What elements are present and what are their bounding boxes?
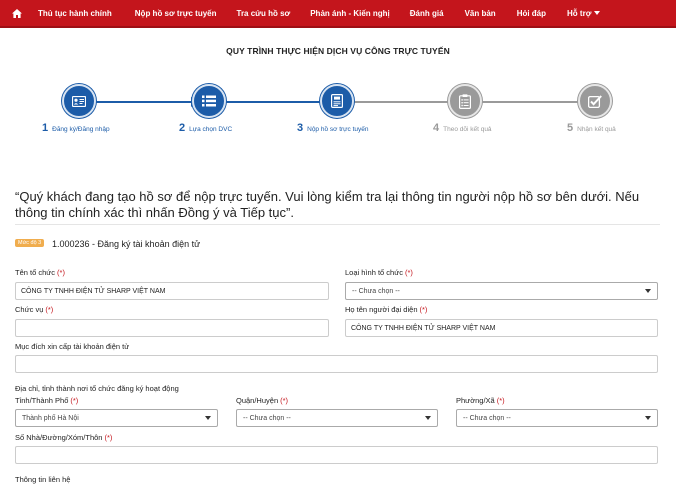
step-1-circle[interactable] [62, 84, 96, 118]
step-4-circle[interactable] [448, 84, 482, 118]
province-label [15, 396, 78, 405]
process-steps [0, 84, 676, 144]
position-label [15, 305, 53, 314]
step-5-text: Nhận kết quả [577, 126, 616, 133]
step-connector-3 [354, 101, 454, 103]
required-mark: (*) [57, 268, 65, 277]
org-name-label [15, 268, 65, 277]
org-type-select[interactable] [345, 282, 658, 300]
ward-label [456, 396, 505, 405]
province-select[interactable] [15, 409, 218, 427]
list-icon [202, 95, 216, 107]
nav-item-thu-tuc[interactable]: Thủ tục hành chính [38, 8, 112, 18]
address-section-title: Địa chỉ, tỉnh thành nơi tổ chức đăng ký hoạt động [15, 384, 179, 393]
dropdown-arrow-icon [425, 416, 431, 420]
document-icon [331, 94, 343, 108]
process-title: QUY TRÌNH THỰC HIỆN DỊCH VỤ CÔNG TRỰC TUYẾN [226, 46, 450, 56]
ward-value: -- Chưa chọn -- [463, 414, 511, 422]
position-input[interactable] [15, 319, 329, 337]
purpose-label [15, 342, 129, 351]
district-value: -- Chưa chọn -- [243, 414, 291, 422]
dropdown-arrow-icon [645, 289, 651, 293]
district-label [236, 396, 288, 405]
nav-item-hoi-dap[interactable]: Hỏi đáp [516, 8, 547, 18]
home-button[interactable] [0, 0, 34, 27]
nav-item-phan-anh[interactable]: Phản ánh - Kiến nghị [310, 8, 390, 18]
service-level-badge: Mức độ 3 [15, 239, 44, 247]
org-name-input[interactable] [15, 282, 329, 300]
province-label-text: Tỉnh/Thành Phố [15, 396, 69, 405]
clipboard-icon [459, 94, 471, 109]
org-name-value: CÔNG TY TNHH ĐIỆN TỬ SHARP VIỆT NAM [21, 287, 166, 295]
step-5-number: 5 [567, 122, 574, 134]
step-4-label [433, 122, 492, 134]
step-2-label [179, 122, 232, 134]
step-3-number: 3 [297, 122, 304, 134]
position-label-text: Chức vụ [15, 305, 44, 314]
district-select[interactable] [236, 409, 438, 427]
required-mark: (*) [45, 305, 54, 314]
step-connector-2 [226, 101, 326, 103]
top-nav-bar [0, 0, 676, 28]
step-4-text: Theo dõi kết quả [443, 126, 492, 133]
rep-name-input[interactable] [345, 319, 658, 337]
rep-name-label-text: Họ tên người đại diện [345, 305, 418, 314]
rep-name-value: CÔNG TY TNHH ĐIỆN TỬ SHARP VIỆT NAM [351, 324, 496, 332]
province-value: Thành phố Hà Nội [22, 414, 79, 422]
divider [15, 224, 660, 225]
nav-item-van-ban[interactable]: Văn bản [464, 8, 496, 18]
id-card-icon [72, 96, 86, 107]
org-type-value: -- Chưa chọn -- [352, 287, 400, 295]
nav-item-tra-cuu[interactable]: Tra cứu hồ sơ [236, 8, 291, 18]
step-1-label [42, 122, 110, 134]
required-mark: (*) [404, 268, 413, 277]
nav-item-ho-tro[interactable] [567, 9, 600, 18]
required-mark: (*) [419, 305, 428, 314]
contact-section-title: Thông tin liên hệ [15, 475, 71, 484]
home-icon [12, 9, 22, 18]
nav-item-nop-ho-so[interactable]: Nộp hồ sơ trực tuyến [134, 8, 217, 18]
step-2-text: Lựa chọn DVC [189, 126, 233, 133]
org-name-label-text: Tên tổ chức [15, 268, 56, 277]
nav-item-ho-tro-label: Hỗ trợ [567, 8, 592, 18]
ward-select[interactable] [456, 409, 658, 427]
nav-item-danh-gia[interactable]: Đánh giá [409, 8, 444, 18]
step-4-number: 4 [433, 122, 440, 134]
required-mark: (*) [280, 396, 289, 405]
dropdown-arrow-icon [205, 416, 211, 420]
ward-label-text: Phường/Xã [456, 396, 495, 405]
confirmation-notice: “Quý khách đang tạo hồ sơ để nộp trực tuyến. Vui lòng kiểm tra lại thông tin người nộp hồ sơ bên dưới. Nếu thông tin chính xác thì nhấn Đồng ý và Tiếp tục”. [15, 189, 640, 220]
checkbox-icon [588, 95, 602, 108]
street-label-text: Số Nhà/Đường/Xóm/Thôn [15, 433, 103, 442]
required-mark: (*) [496, 396, 505, 405]
org-type-label [345, 268, 413, 277]
purpose-label-text: Mục đích xin cấp tài khoản điện tử [15, 342, 130, 351]
chevron-down-icon [594, 11, 600, 15]
district-label-text: Quận/Huyện [236, 396, 279, 405]
step-2-circle[interactable] [192, 84, 226, 118]
step-3-circle[interactable] [320, 84, 354, 118]
step-2-number: 2 [179, 122, 186, 134]
step-connector-4 [482, 101, 584, 103]
step-3-text: Nộp hồ sơ trực tuyến [307, 126, 369, 133]
step-connector-1 [96, 101, 196, 103]
rep-name-label [345, 305, 427, 314]
step-3-label [297, 122, 369, 134]
step-1-number: 1 [42, 122, 49, 134]
dropdown-arrow-icon [645, 416, 651, 420]
required-mark: (*) [70, 396, 79, 405]
step-5-circle[interactable] [578, 84, 612, 118]
street-label [15, 433, 112, 442]
org-type-label-text: Loại hình tổ chức [345, 268, 403, 277]
street-input[interactable] [15, 446, 658, 464]
purpose-input[interactable] [15, 355, 658, 373]
step-1-text: Đăng ký/Đăng nhập [52, 126, 110, 133]
service-name: 1.000236 - Đăng ký tài khoản điện tử [52, 239, 201, 249]
required-mark: (*) [104, 433, 113, 442]
step-5-label [567, 122, 616, 134]
